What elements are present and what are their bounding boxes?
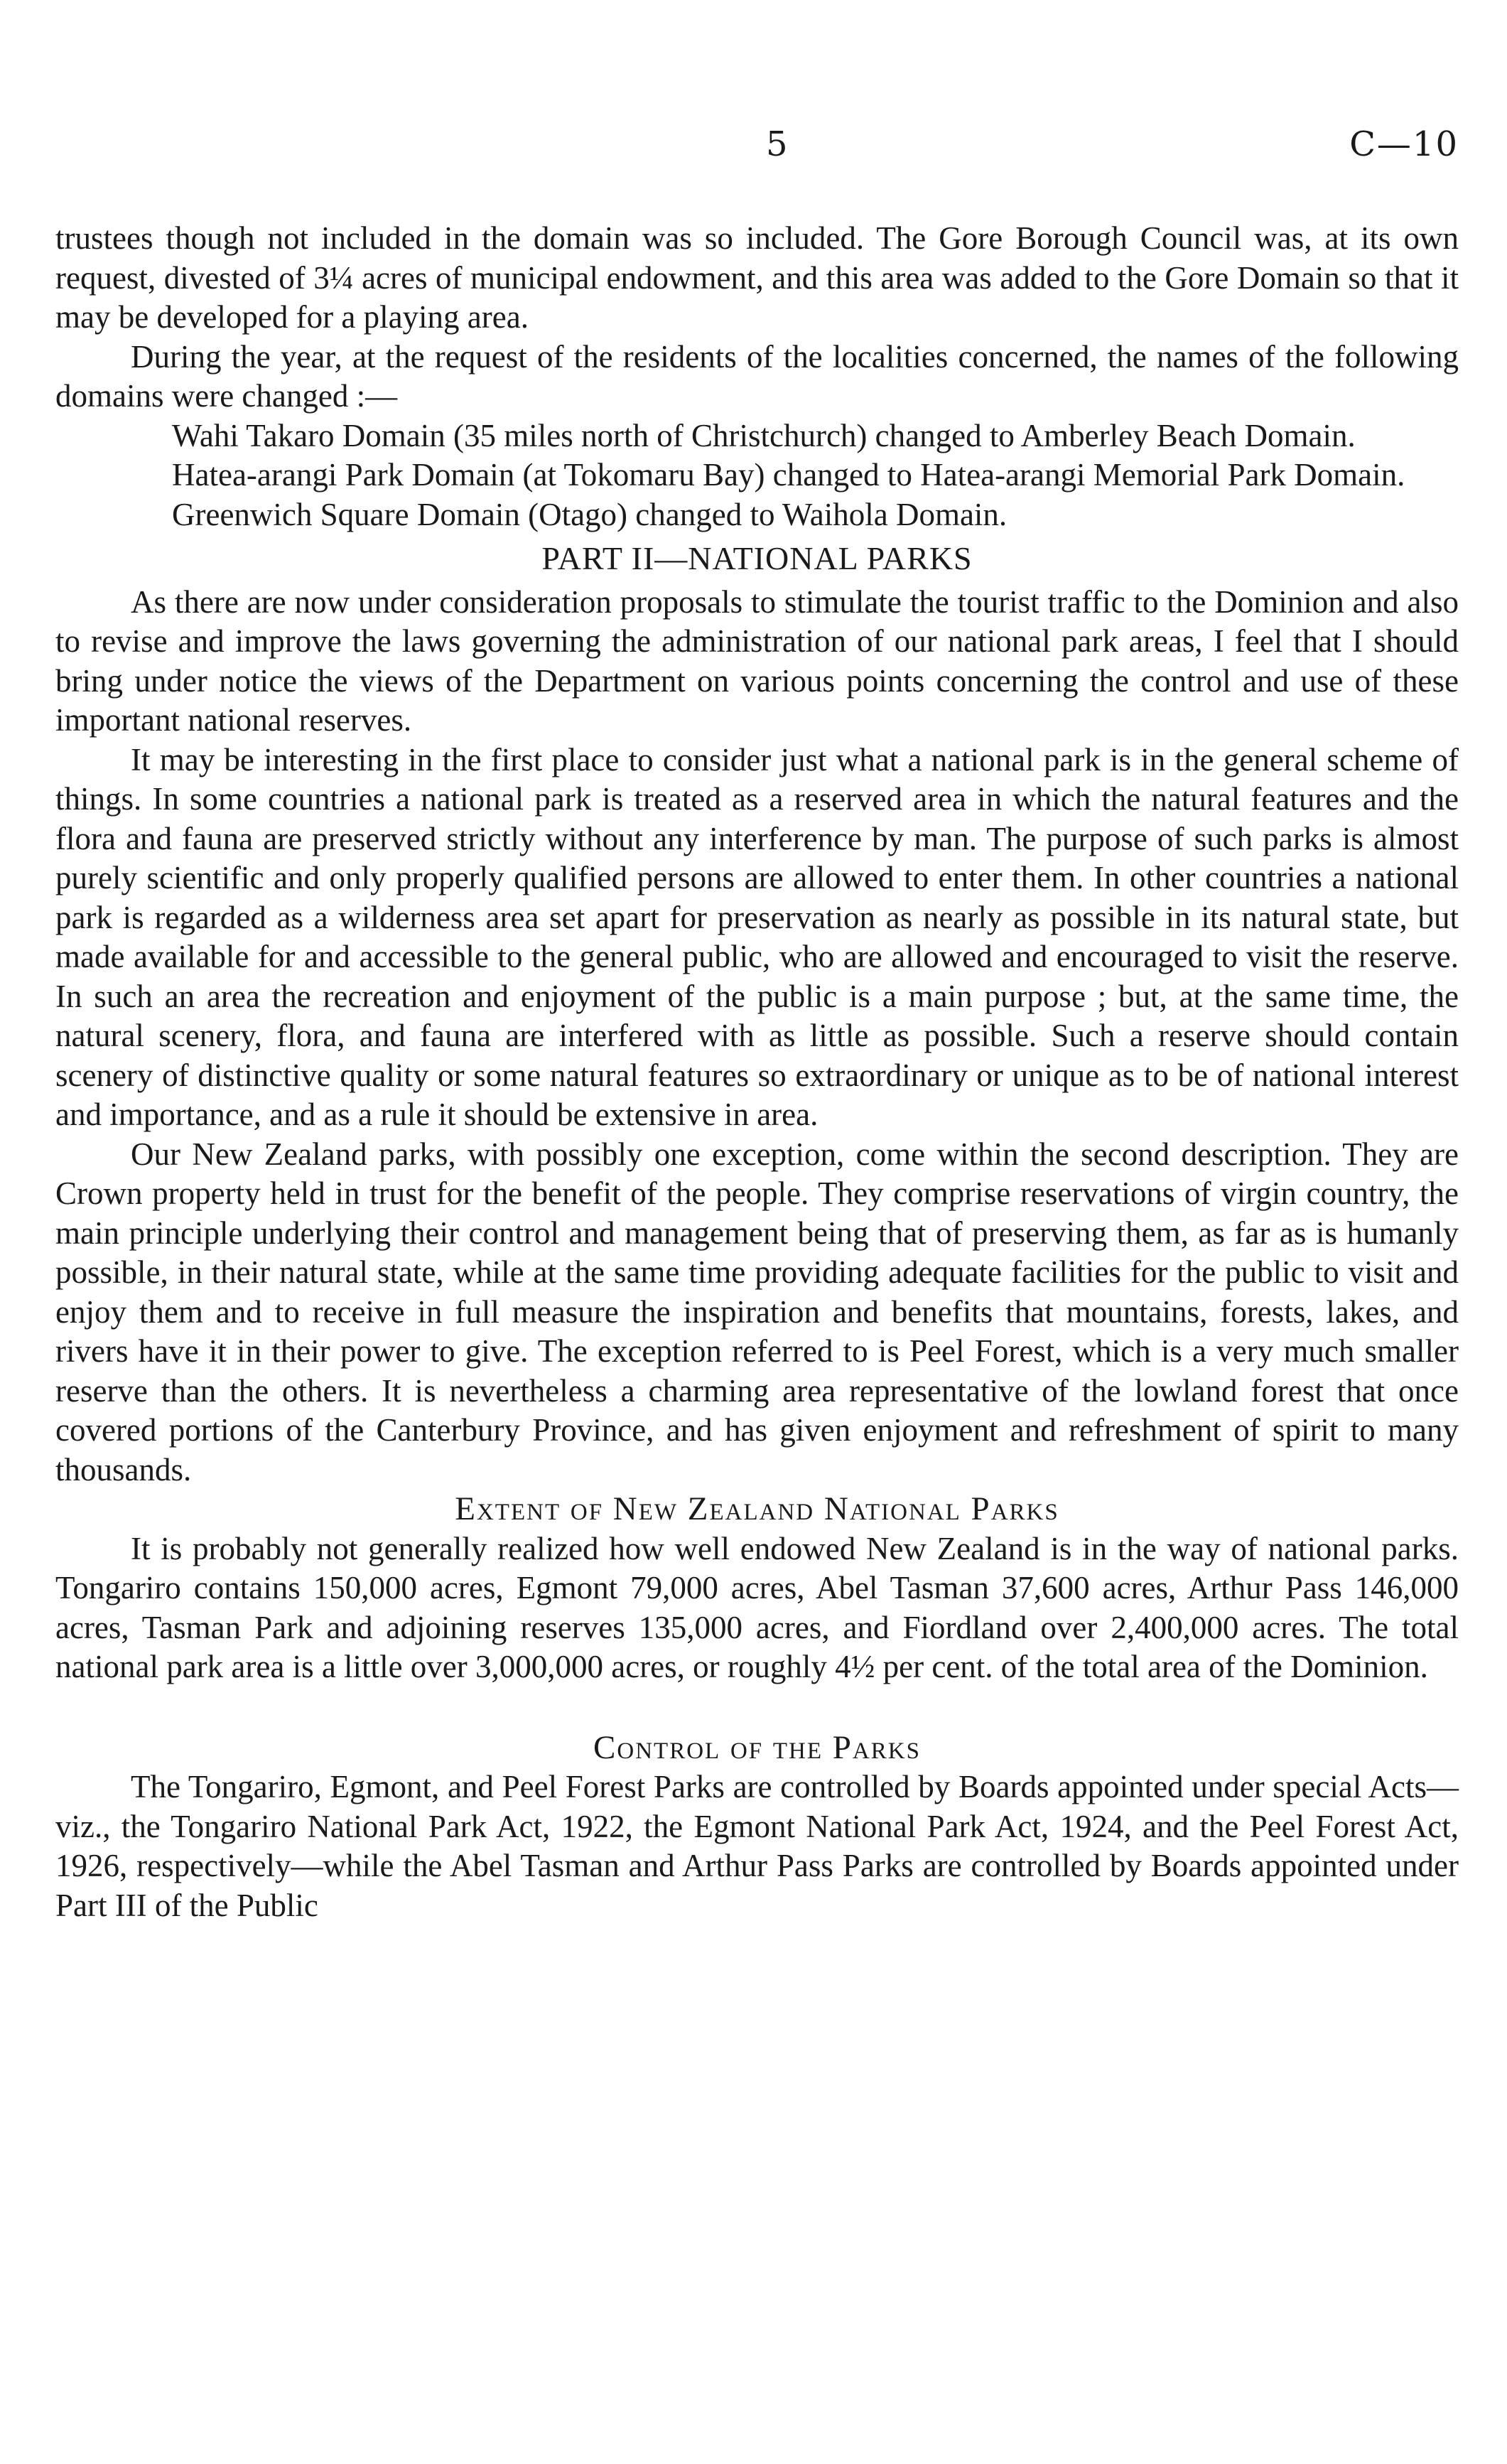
document-body — [55, 219, 1459, 1925]
page-number: 5 — [766, 124, 788, 164]
paragraph-control: The Tongariro, Egmont, and Peel Forest Parks are controlled by Boards appointed under special Acts—viz., the Tongariro National Park Act, 1922, the Egmont National Park Act, 1924, and the Peel Forest Act, 1926, respectively—while the Abel Tasman and Arthur Pass Parks are controlled by Boards appointed under Part III of the Public — [55, 1769, 1459, 1923]
document-reference: C—10 — [1349, 124, 1459, 164]
page-header — [55, 124, 1459, 174]
paragraph-domain-names: During the year, at the request of the residents of the localities concerned, the names of the following domains were changed :— — [55, 338, 1459, 414]
list-item: Greenwich Square Domain (Otago) changed to Waihola Domain. — [172, 496, 1008, 532]
paragraph-extent: It is probably not generally realized how well endowed New Zealand is in the way of national parks. Tongariro contains 150,000 acres, Egmont 79,000 acres, Abel Tasman 37,600 acres, Arthur Pass 146,000 acres, Tasman Park and adjoining reserves 135,000 acres, and Fiordland over 2,400,000 acres. The total national park area is a little over 3,000,000 acres, or roughly 4½ per cent. of the total area of the Dominion. — [55, 1530, 1459, 1684]
subheading-extent: Extent of New Zealand National Parks — [455, 1490, 1059, 1527]
list-item: Hatea-arangi Park Domain (at Tokomaru Bay) changed to Hatea-arangi Memorial Park Domain. — [172, 457, 1405, 493]
paragraph-proposals: As there are now under consideration proposals to stimulate the tourist traffic to the Dominion and also to revise and improve the laws governing the administration of our national park areas, I feel that I should bring under notice the views of the Department on various points concerning the control and use of these important national reserves. — [55, 583, 1459, 738]
paragraph-definition: It may be interesting in the first place to consider just what a national park is in the general scheme of things. In some countries a national park is treated as a reserved area in which the natural features and the flora and fauna are preserved strictly without any interference by man. The purpose of such parks is almost purely scientific and only properly qualified persons are allowed to enter them. In other countries a national park is regarded as a wilderness area set apart for preservation as nearly as possible in its natural state, but made available for and accessible to the general public, who are allowed and encouraged to visit the reserve. In such an area the recreation and enjoyment of the public is a main purpose ; but, at the same time, the natural scenery, flora, and fauna are interfered with as little as possible. Such a reserve should contain scenery of distinctive quality or some natural features so extraordinary or unique as to be of national interest and importance, and as a rule it should be extensive in area. — [55, 741, 1459, 1132]
paragraph-nz-parks: Our New Zealand parks, with possibly one exception, come within the second description. They are Crown property held in trust for the benefit of the people. They comprise reservations of virgin country, the main principle underlying their control and management being that of preserving them, as far as is humanly possible, in their natural state, while at the same time providing adequate facilities for the public to visit and enjoy them and to receive in full measure the inspiration and benefits that mountains, forests, lakes, and rivers have it in their power to give. The exception referred to is Peel Forest, which is a very much smaller reserve than the others. It is nevertheless a charming area representative of the lowland forest that once covered portions of the Canterbury Province, and has given enjoyment and refreshment of spirit to many thousands. — [55, 1136, 1459, 1487]
subheading-control: Control of the Parks — [593, 1728, 921, 1766]
list-item: Wahi Takaro Domain (35 miles north of Christchurch) changed to Amberley Beach Domain. — [172, 417, 1356, 453]
section-heading-part-ii: PART II—NATIONAL PARKS — [541, 540, 973, 576]
paragraph-continuation: trustees though not included in the domain was so included. The Gore Borough Council was, at its own request, divested of 3¼ acres of municipal endowment, and this area was added to the Gore Domain so that it may be developed for a playing area. — [55, 220, 1459, 335]
